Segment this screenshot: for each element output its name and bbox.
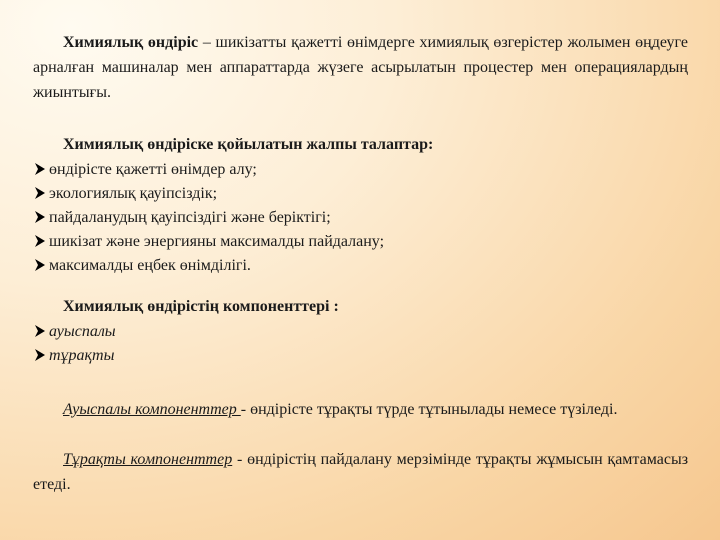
intro-text: – шикізатты қажетті өнімдерге химиялық өзгерістер жолымен өңдеуге арналған машиналар мен аппараттарда жүзеге асырылатын процестер мен операциялардың жиынтығы.: [33, 34, 689, 101]
arrow-bullet-icon: [33, 348, 47, 362]
arrow-bullet-icon: [33, 210, 47, 224]
variable-text: - өндірісте тұрақты түрде тұтынылады немесе түзіледі.: [240, 401, 618, 418]
list-item-label: экологиялық қауіпсіздік;: [49, 184, 218, 202]
list-item-label: тұрақты: [49, 346, 115, 364]
list-item: [33, 181, 688, 205]
arrow-bullet-icon: [33, 186, 47, 200]
constant-paragraph: [33, 447, 688, 497]
arrow-bullet-icon: [33, 234, 47, 248]
variable-paragraph: [33, 397, 688, 422]
requirements-heading: Химиялық өндіріске қойылатын жалпы талаптар:: [63, 136, 434, 153]
list-item-label: шикізат және энергияны максималды пайдалану;: [49, 232, 385, 250]
arrow-bullet-icon: [33, 162, 47, 176]
list-item: [33, 229, 688, 253]
constant-text: - өндірістің пайдалану мерзімінде тұрақты жұмысын қамтамасыз етеді.: [33, 451, 689, 493]
components-list: [33, 319, 688, 367]
list-item-label: ауыспалы: [49, 322, 116, 340]
intro-paragraph: [33, 30, 688, 105]
arrow-bullet-icon: [33, 258, 47, 272]
requirements-list: [33, 157, 688, 277]
list-item: [33, 319, 688, 343]
components-heading: Химиялық өндірістің компоненттері :: [63, 298, 339, 315]
list-item-label: өндірісте қажетті өнімдер алу;: [49, 160, 257, 178]
list-item: [33, 343, 688, 367]
constant-term: Тұрақты компоненттер: [63, 451, 233, 468]
slide-content: [33, 30, 688, 497]
list-item: [33, 157, 688, 181]
list-item-label: максималды еңбек өнімділігі.: [49, 256, 251, 274]
arrow-bullet-icon: [33, 324, 47, 338]
list-item-label: пайдаланудың қауіпсіздігі және беріктігі;: [49, 208, 331, 226]
list-item: [33, 253, 688, 277]
list-item: [33, 205, 688, 229]
variable-term: Ауыспалы компоненттер: [63, 401, 241, 418]
intro-term: Химиялық өндіріс: [63, 34, 199, 51]
